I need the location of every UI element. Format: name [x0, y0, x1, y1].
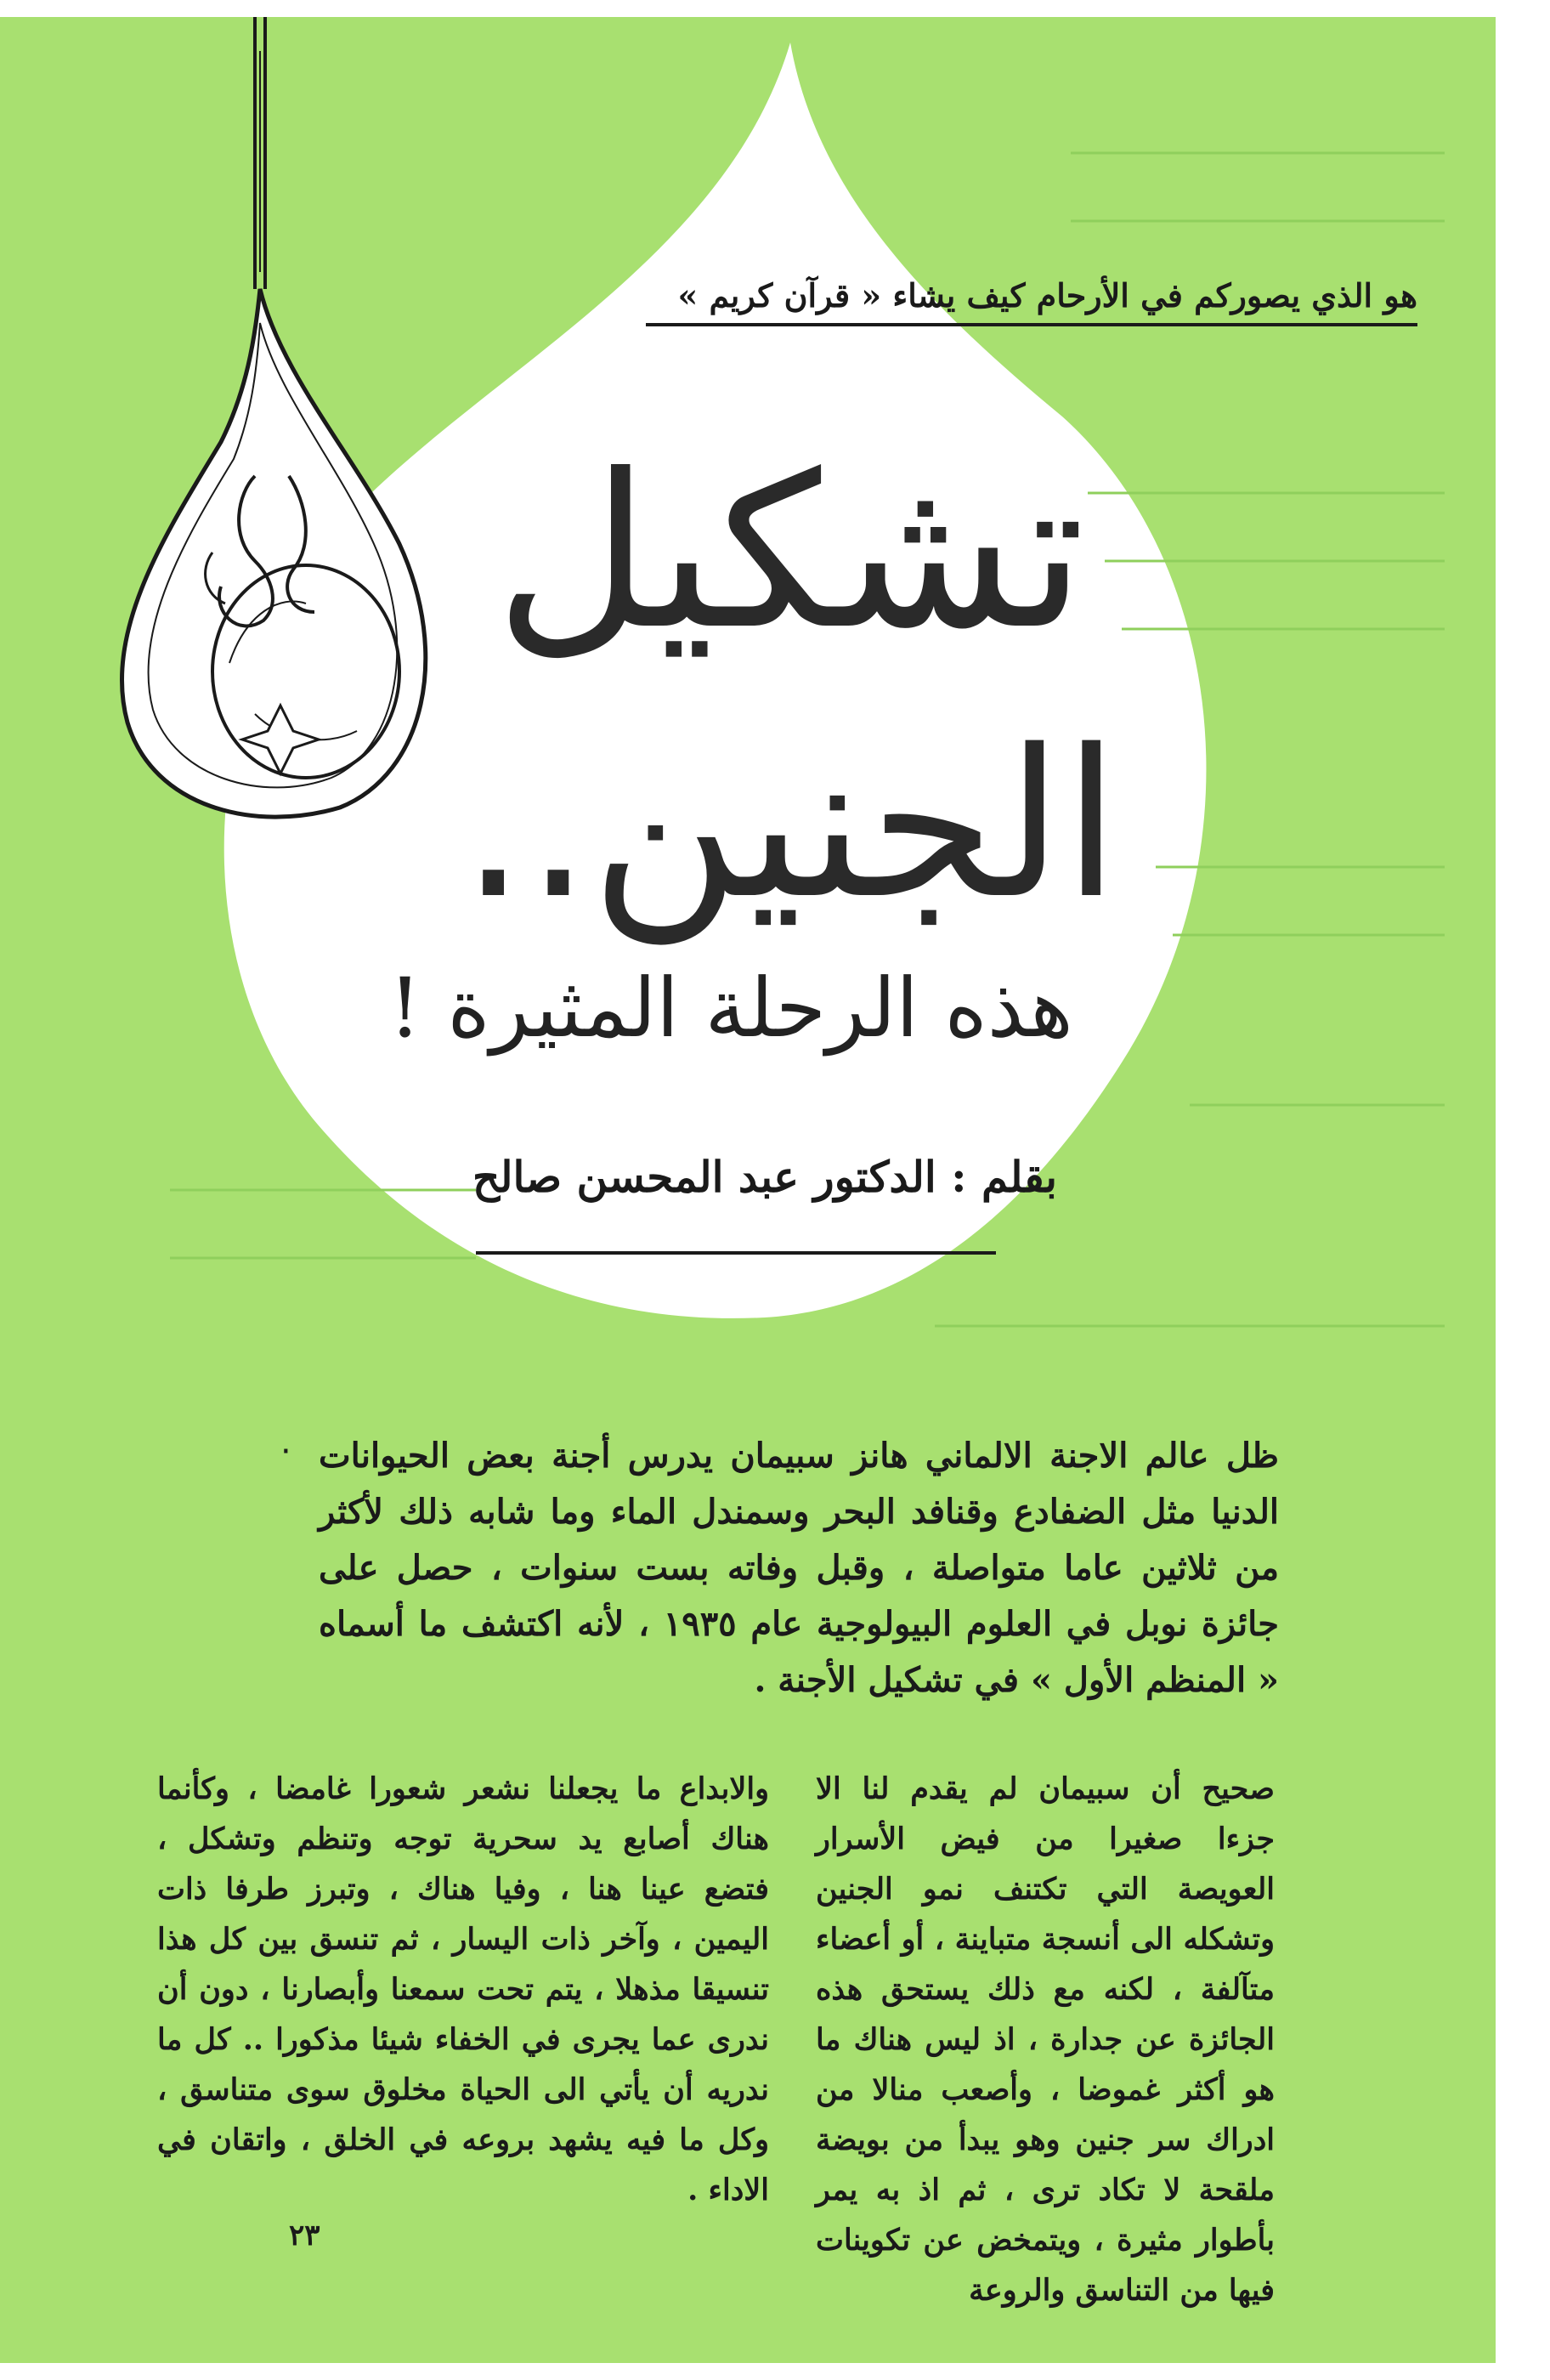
title-line-2: الجنين.. — [461, 706, 1120, 944]
author-byline: بقلم : الدكتور عبد المحسن صالح — [472, 1152, 1058, 1202]
body-column-left: والابداع ما يجعلنا نشعر شعورا غامضا ، وكأنما هناك أصابع يد سحرية توجه وتنظم وتشكل ، فتضع عينا هنا ، وفيا هناك ، وتبرز طرفا ذات اليمين ، وآخر ذات اليسار ، ثم تنسق بين كل هذا تنسيقا مذهلا ، يتم تحت سمعنا وأبصارنا ، دون أن ندرى عما يجرى في الخفاء شيئا مذكورا .. كل ما ندريه أن يأتي الى الحياة مخلوق سوى متناسق ، وكل ما فيه يشهد بروعه في الخلق ، واتقان في الاداء . — [157, 1771, 769, 2207]
quran-verse: هو الذي يصوركم في الأرحام كيف يشاء « قرآن كريم » — [677, 276, 1417, 314]
embryo-drop-illustration — [122, 17, 425, 817]
body-column-right: صحيح أن سبيمان لم يقدم لنا الا جزءا صغيرا من فيض الأسرار العويصة التي تكتنف نمو الجنين وتشكله الى أنسجة متباينة ، أو أعضاء متآلفة ، لكنه مع ذلك يستحق هذه الجائزة عن جدارة ، اذ ليس هناك ما هو أكثر غموضا ، وأصعب منالا من ادراك سر جنين وهو يبدأ من بويضة ملقحة لا تكاد ترى ، ثم اذ به يمر بأطوار مثيرة ، ويتمخض عن تكوينات فيها من التناسق والروعة — [816, 1771, 1275, 2308]
title-line-1: تشكيل — [495, 428, 1086, 676]
intro-paragraph: ظل عالم الاجنة الالماني هانز سبيمان يدرس أجنة بعض الحيوانات الدنيا مثل الضفادع وقنافد البحر وسمندل الماء وما شابه ذلك لأكثر من ثلاثين عاما متواصلة ، وقبل وفاته بست سنوات ، حصل على جائزة نوبل في العلوم البيولوجية عام ١٩٣٥ ، لأنه اكتشف ما أسماه « المنظم الأول » في تشكيل الأجنة . — [319, 1436, 1279, 1700]
verse-underline — [646, 323, 1417, 326]
page-number: ٢٣ — [289, 2218, 320, 2252]
magazine-page — [0, 17, 1496, 2363]
paragraph-bullet: · — [280, 1432, 291, 1471]
byline-underline — [476, 1251, 996, 1255]
subtitle: هذه الرحلة المثيرة ! — [388, 960, 1073, 1056]
